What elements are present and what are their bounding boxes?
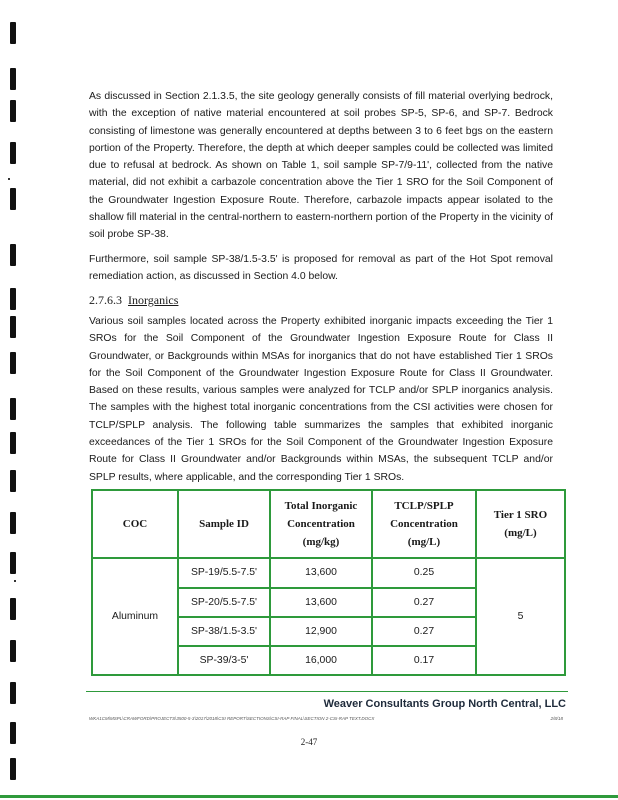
binder-hole: [10, 288, 16, 310]
header-coc: COC: [92, 490, 178, 558]
total-cell: 12,900: [270, 617, 372, 646]
section-number: 2.7.6.3: [89, 293, 122, 307]
binder-hole: [10, 512, 16, 534]
page-number: 2-47: [300, 737, 318, 747]
sample-id-cell: SP-20/5.5-7.5': [178, 588, 270, 617]
binder-hole: [10, 188, 16, 210]
binder-hole: [10, 398, 16, 420]
table-row: [92, 558, 565, 587]
binder-hole: [10, 352, 16, 374]
company-name: Weaver Consultants Group North Central, LLC: [323, 698, 566, 710]
binder-hole: [10, 598, 16, 620]
scan-speck: [8, 178, 10, 180]
binder-hole: [10, 758, 16, 780]
sample-id-cell: SP-39/3-5': [178, 646, 270, 675]
inorganics-table: [91, 489, 566, 676]
binder-hole: [10, 68, 16, 90]
sample-id-cell: SP-19/5.5-7.5': [178, 558, 270, 587]
footer-date: 2/8/18: [550, 716, 563, 721]
binder-hole: [10, 552, 16, 574]
binder-hole: [10, 142, 16, 164]
header-tclp-splp: TCLP/SPLP Concentration (mg/L): [372, 490, 476, 558]
binder-hole: [10, 640, 16, 662]
binder-hole: [10, 682, 16, 704]
binder-hole: [10, 100, 16, 122]
scan-speck: [14, 580, 16, 582]
binder-hole: [10, 432, 16, 454]
total-cell: 13,600: [270, 558, 372, 587]
sample-id-cell: SP-38/1.5-3.5': [178, 617, 270, 646]
binder-hole: [10, 244, 16, 266]
tclp-cell: 0.27: [372, 617, 476, 646]
bottom-rule: [0, 795, 618, 798]
binder-hole: [10, 22, 16, 44]
total-cell: 16,000: [270, 646, 372, 675]
section-title: Inorganics: [128, 293, 179, 307]
total-cell: 13,600: [270, 588, 372, 617]
paragraph-hot-spot: Furthermore, soil sample SP-38/1.5-3.5' is proposed for removal as part of the Hot Spot removal remediation action, as discussed in Section 4.0 below.: [89, 254, 553, 283]
binder-holes: [6, 0, 20, 800]
footer-rule: [86, 691, 568, 692]
section-heading: [89, 293, 178, 308]
tier1-cell: 5: [476, 558, 565, 675]
paragraph-geology: As discussed in Section 2.1.3.5, the site geology generally consists of fill material overlying bedrock, with the exception of native material encountered at soil probes SP-5, SP-6, and SP-7. Bedrock consisting of limestone was generally encountered at depths between 3 to 6 feet bgs on the eastern portion of the Property. Therefore, the depth at which deeper samples could be collected was limited due to refusal at bedrock. As shown on Table 1, soil sample SP-7/9-11', collected from the native material, did not exhibit a carbazole concentration above the Tier 1 SRO for the Soil Component of the Groundwater Ingestion Exposure Route. Therefore, carbazole impacts appear isolated to the shallow fill material in the central-northern to eastern-northern portion of the Property in the vicinity of soil probe SP-38.: [89, 91, 553, 241]
file-path: WKA1CM\MSPL\CRAWFORD\PROJECTS\3500-5-3\2017\2018\CSI REPORT\SECTIONS\CSI-RAP FINAL\SECTION 2-CSI-RAP TEXT.DOCX: [89, 716, 375, 721]
tclp-cell: 0.27: [372, 588, 476, 617]
tclp-cell: 0.25: [372, 558, 476, 587]
coc-cell: Aluminum: [92, 558, 178, 675]
header-total-inorganic: Total Inorganic Concentration (mg/kg): [270, 490, 372, 558]
table-header-row: [92, 490, 565, 558]
binder-hole: [10, 470, 16, 492]
header-tier1-sro: Tier 1 SRO (mg/L): [476, 490, 565, 558]
binder-hole: [10, 316, 16, 338]
tclp-cell: 0.17: [372, 646, 476, 675]
paragraph-inorganics: Various soil samples located across the Property exhibited inorganic impacts exceeding the Tier 1 SROs for the Soil Component of the Groundwater Ingestion Exposure Route for Class II Groundwater, or Backgrounds within MSAs for inorganics that do not have established Tier 1 SROs for the Soil Component of the Groundwater Ingestion Exposure Route for Class II Groundwater. Based on these results, various samples were analyzed for TCLP and/or SPLP inorganics analysis. The samples with the highest total inorganic concentrations from the CSI activities were chosen for TCLP/SPLP analysis. The following table summarizes the samples that exhibited inorganic exceedances of the Tier 1 SROs for the Soil Component of the Groundwater Ingestion Exposure Route for Class II Groundwater and/or Backgrounds within MSAs, the subsequent TCLP and/or SPLP results, where applicable, and the corresponding Tier 1 SROs.: [89, 316, 553, 483]
header-sample-id: Sample ID: [178, 490, 270, 558]
